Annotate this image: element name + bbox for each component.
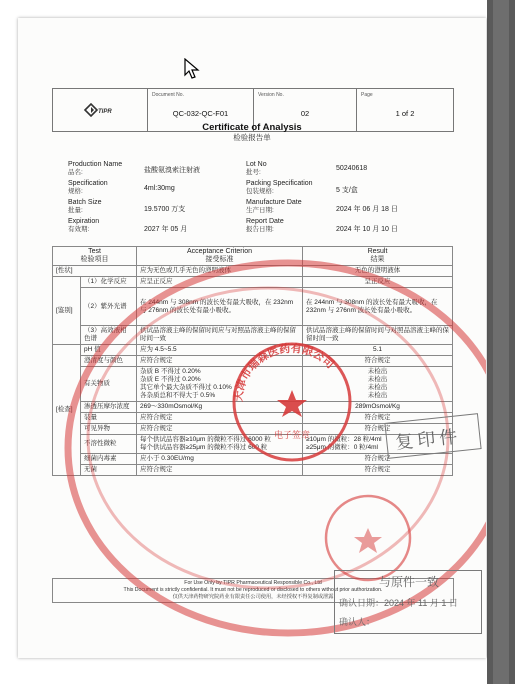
page-value: 1 of 2: [395, 109, 415, 118]
test-name-cell: 无菌: [81, 465, 137, 476]
test-name-cell: 细菌内毒素: [81, 454, 137, 465]
doc-no-value: QC-032-QC-F01: [172, 109, 229, 118]
certificate-title-cn: 检验报告单: [233, 133, 271, 142]
manufacture-date-label: Manufacture Date 生产日期:: [246, 199, 302, 214]
table-header-row: [53, 247, 453, 266]
table-row: [53, 266, 453, 277]
result-cell: 符合规定: [303, 424, 453, 435]
result-cell: 符合规定: [303, 454, 453, 465]
table-row: [53, 367, 453, 402]
test-name-cell: 装量: [81, 413, 137, 424]
test-name-cell: 有关物质: [81, 367, 137, 402]
specification-label: Specification 规格:: [68, 180, 108, 195]
result-cell: 符合规定: [303, 465, 453, 476]
manufacture-date-value: 2024 年 06 月 18 日: [336, 206, 398, 213]
test-name-cell: 渗透压摩尔浓度: [81, 402, 137, 413]
result-cell: 符合规定: [303, 413, 453, 424]
criterion-cell: 应小于 0.30EU/mg: [137, 454, 303, 465]
doc-no-label: Document No.: [152, 92, 184, 98]
criterion-cell: 杂质 B 不得过 0.20% 杂质 E 不得过 0.20% 其它单个最大杂质不得过 0.10% 各杂质总和不得大于 0.5%: [137, 367, 303, 402]
result-cell: 符合规定: [303, 356, 453, 367]
result-cell: 未检出 未检出 未检出 未检出: [303, 367, 453, 402]
page-label: Page: [361, 92, 373, 98]
test-name-cell: （2）紫外光谱: [81, 288, 137, 326]
footer-line-3: 仅供天津药物研究院药业有限责任公司使用，未经授权不得复制或泄露: [172, 594, 334, 600]
result-cell: 无色的澄明液体: [303, 266, 453, 277]
table-row: [53, 288, 453, 326]
test-name-cell: （1）化学反应: [81, 277, 137, 288]
col-header-test: Test 检验项目: [53, 247, 137, 266]
table-row: [53, 345, 453, 356]
criterion-cell: 应呈正反应: [137, 277, 303, 288]
version-value: 02: [300, 109, 310, 118]
group-identification: [鉴别]: [53, 277, 81, 345]
mouse-pointer-icon: [184, 58, 200, 80]
batch-size-label: Batch Size 批量:: [68, 199, 102, 214]
test-name-cell: 澄清度与颜色: [81, 356, 137, 367]
criterion-cell: 应为 4.5~5.5: [137, 345, 303, 356]
secondary-seal-star-icon: [354, 528, 382, 553]
tipr-logo-icon: [83, 103, 117, 117]
company-seal-text: 天津市瑞森医药有限公司: [231, 341, 337, 403]
report-date-value: 2024 年 10 月 10 日: [336, 226, 398, 233]
report-date-label: Report Date 报告日期:: [246, 218, 284, 233]
result-cell: ≥10μm 的微粒：28 粒/4ml ≥25μm 的微粒：0 粒/4ml: [303, 435, 453, 454]
criterion-cell: 应符合规定: [137, 356, 303, 367]
lot-no-label: Lot No 批号:: [246, 161, 267, 176]
criterion-cell: 应符合规定: [137, 465, 303, 476]
criterion-cell: 应为无色或几乎无色的澄明液体: [137, 266, 303, 277]
expiration-value: 2027 年 05 月: [144, 226, 188, 233]
footer-line-1: For Use Only by TIPR Pharmaceutical Responsible Co., Ltd: [184, 580, 322, 586]
criterion-cell: 应符合规定: [137, 413, 303, 424]
result-cell: 在 244nm 与 308nm 的波长处有最大吸收，在 232nm 与 276nm 波长处有最小吸收。: [303, 288, 453, 326]
packing-spec-value: 5 支/盒: [336, 187, 358, 194]
criterion-cell: 供试品溶液主峰的保留时间应与对照品溶液主峰的保留时间一致: [137, 326, 303, 345]
lot-no-value: 50240618: [336, 165, 368, 172]
confirm-date: 确认日期：2024 年 11 月 1 日: [339, 598, 458, 608]
col-header-criterion: Acceptance Criterion 接受标准: [137, 247, 303, 266]
secondary-seal-ring: [326, 496, 410, 580]
result-cell: 289mOsmol/Kg: [303, 402, 453, 413]
document-page: [18, 18, 486, 658]
packing-spec-label: Packing Specification 包装规格:: [246, 180, 313, 195]
batch-size-value: 19.5700 万支: [144, 206, 186, 213]
table-row: [53, 402, 453, 413]
criterion-cell: 应符合规定: [137, 424, 303, 435]
specification-value: 4ml:30mg: [144, 185, 175, 192]
version-label: Version No.: [258, 92, 284, 98]
test-name-cell: pH 值: [81, 345, 137, 356]
confirm-stamp-box: [334, 570, 482, 634]
seal-sub-text: 电子签章: [273, 431, 311, 441]
table-row: [53, 326, 453, 345]
test-name-cell: 可见异物: [81, 424, 137, 435]
expiration-label: Expiration 有效期:: [68, 218, 100, 233]
criterion-cell: 每个供试品容器≥10μm 的微粒不得过 6000 粒 每个供试品容器≥25μm 的微粒不得过 600 粒: [137, 435, 303, 454]
confirm-by: 确认人：: [339, 617, 376, 627]
table-row: [53, 465, 453, 476]
confirm-stamp-title: 与原件一致: [379, 575, 440, 589]
group-check: [检查]: [53, 345, 81, 476]
certificate-title: Certificate of Analysis: [202, 122, 302, 133]
svg-text:TIPR: TIPR: [98, 109, 112, 115]
col-header-result: Result 结果: [303, 247, 453, 266]
product-name-label: Production Name 品名:: [68, 161, 123, 176]
test-name-cell: （3）高效液相色谱: [81, 326, 137, 345]
group-appearance: [性状]: [53, 266, 137, 277]
result-cell: 供试品溶液主峰的保留时间与对照品溶液主峰的保留时间一致: [303, 326, 453, 345]
test-name-cell: 不溶性微粒: [81, 435, 137, 454]
footer-line-2: This Document is strictly confidential. It must not be reproduced or disclosed to others without prior authorization.: [123, 587, 383, 593]
table-row: [53, 356, 453, 367]
result-cell: 呈正反应: [303, 277, 453, 288]
copy-stamp-text: 复印件: [394, 426, 463, 453]
criterion-cell: 在 244nm 与 308nm 的波长处有最大吸收，在 232nm 与 276nm 的波长处有最小吸收。: [137, 288, 303, 326]
criterion-cell: 269～330mOsmol/Kg: [137, 402, 303, 413]
vertical-scrollbar[interactable]: [487, 0, 515, 684]
scrollbar-thumb[interactable]: [493, 0, 509, 684]
table-row: [53, 277, 453, 288]
product-name-value: 盐酸氨溴索注射液: [144, 167, 200, 174]
result-cell: 5.1: [303, 345, 453, 356]
